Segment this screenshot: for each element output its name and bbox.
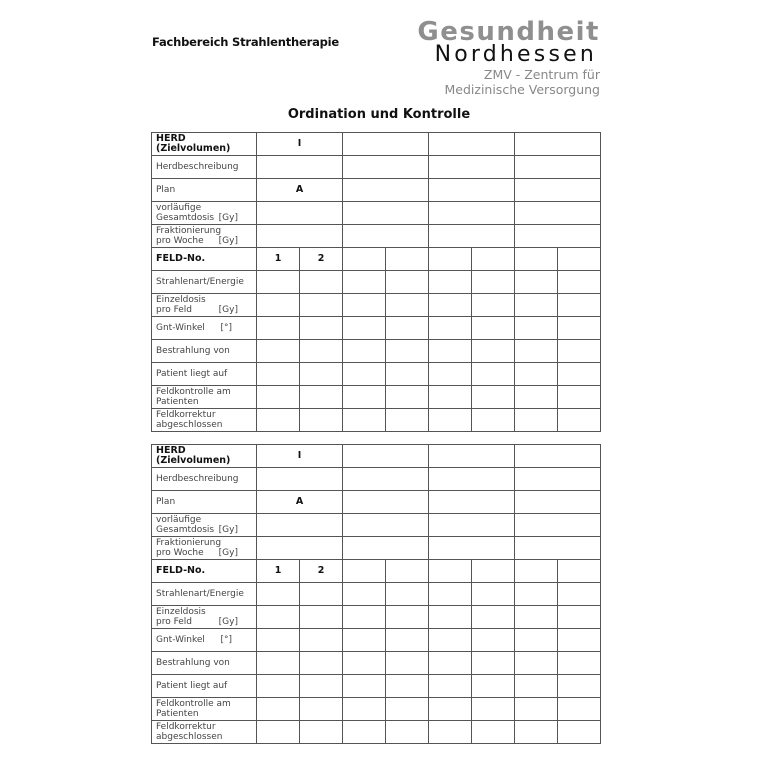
patient-liegt-label: Patient liegt auf (152, 675, 257, 698)
fraktionierung-label-line2: pro Woche (156, 548, 204, 558)
patient-liegt-cell[interactable] (472, 675, 515, 698)
table-row (152, 317, 601, 340)
feld-no-cell[interactable] (429, 560, 472, 583)
gnt-winkel-cell[interactable] (515, 629, 558, 652)
gnt-winkel-cell[interactable] (558, 629, 601, 652)
bestrahlung-cell[interactable] (558, 340, 601, 363)
feldkontrolle-cell[interactable] (472, 698, 515, 721)
bestrahlung-label: Bestrahlung von (152, 652, 257, 675)
plan-cell[interactable] (515, 179, 601, 202)
feld-no-cell[interactable] (558, 560, 601, 583)
feldkontrolle-cell[interactable] (429, 386, 472, 409)
feldkontrolle-cell[interactable] (343, 698, 386, 721)
strahlenart-cell[interactable] (300, 271, 343, 294)
fraktionierung-cell[interactable] (257, 537, 343, 560)
gesamtdosis-cell[interactable] (343, 514, 429, 537)
herdbeschreibung-cell[interactable] (429, 156, 515, 179)
feld-no-label: FELD-No. (152, 560, 257, 583)
gesamtdosis-label-line1: vorläufige (156, 515, 202, 525)
feldkorrektur-label (152, 409, 257, 432)
table-row (152, 340, 601, 363)
plan-cell[interactable] (343, 491, 429, 514)
fraktionierung-cell[interactable] (429, 225, 515, 248)
bestrahlung-cell[interactable] (300, 652, 343, 675)
einzeldosis-cell[interactable] (386, 294, 429, 317)
bestrahlung-cell[interactable] (472, 340, 515, 363)
gnt-winkel-cell[interactable] (343, 629, 386, 652)
fraktionierung-label (152, 225, 257, 248)
fraktionierung-cell[interactable] (515, 225, 601, 248)
gnt-winkel-label-text: Gnt-Winkel (156, 635, 205, 645)
einzeldosis-unit: [Gy] (218, 617, 238, 627)
gnt-winkel-cell[interactable] (472, 317, 515, 340)
strahlenart-cell[interactable] (386, 271, 429, 294)
fraktionierung-cell[interactable] (257, 225, 343, 248)
table-row (152, 294, 601, 317)
fraktionierung-label (152, 537, 257, 560)
feldkontrolle-cell[interactable] (558, 698, 601, 721)
feldkontrolle-cell[interactable] (386, 698, 429, 721)
einzeldosis-label-line1: Einzeldosis (156, 607, 206, 617)
gesamtdosis-cell[interactable] (429, 202, 515, 225)
strahlenart-cell[interactable] (343, 583, 386, 606)
einzeldosis-cell[interactable] (343, 294, 386, 317)
herdbeschreibung-cell[interactable] (429, 468, 515, 491)
patient-liegt-cell[interactable] (558, 675, 601, 698)
strahlenart-cell[interactable] (257, 271, 300, 294)
gnt-winkel-cell[interactable] (386, 317, 429, 340)
herd-cell[interactable]: I (257, 133, 343, 156)
feld-no-cell[interactable]: 1 (257, 560, 300, 583)
gnt-winkel-unit: [°] (220, 635, 232, 645)
table-row (152, 409, 601, 432)
feldkontrolle-cell[interactable] (343, 386, 386, 409)
gesamtdosis-cell[interactable] (257, 514, 343, 537)
einzeldosis-cell[interactable] (515, 606, 558, 629)
patient-liegt-cell[interactable] (515, 675, 558, 698)
bestrahlung-label: Bestrahlung von (152, 340, 257, 363)
gesamtdosis-unit: [Gy] (218, 525, 238, 535)
feldkorrektur-cell[interactable] (300, 409, 343, 432)
patient-liegt-cell[interactable] (386, 363, 429, 386)
strahlenart-cell[interactable] (343, 271, 386, 294)
feldkontrolle-cell[interactable] (257, 698, 300, 721)
table-row (152, 179, 601, 202)
feldkorrektur-cell[interactable] (515, 409, 558, 432)
gnt-winkel-cell[interactable] (343, 317, 386, 340)
gnt-winkel-cell[interactable] (300, 629, 343, 652)
table-row (152, 386, 601, 409)
einzeldosis-cell[interactable] (472, 294, 515, 317)
gnt-winkel-cell[interactable] (558, 317, 601, 340)
feldkontrolle-label-line1: Feldkontrolle am (156, 699, 231, 709)
einzeldosis-cell[interactable] (257, 294, 300, 317)
page-title-text: Ordination und Kontrolle (287, 107, 471, 122)
einzeldosis-label (152, 606, 257, 629)
einzeldosis-label-line2: pro Feld (156, 305, 193, 315)
feldkorrektur-label (152, 721, 257, 744)
feld-no-cell[interactable] (472, 560, 515, 583)
feldkontrolle-cell[interactable] (300, 386, 343, 409)
strahlenart-cell[interactable] (472, 583, 515, 606)
table-row (152, 491, 601, 514)
fraktionierung-label-line1: Fraktionierung (156, 226, 222, 236)
feldkontrolle-cell[interactable] (300, 698, 343, 721)
feldkorrektur-cell[interactable] (429, 409, 472, 432)
fraktionierung-label-line2: pro Woche (156, 236, 204, 246)
table-row (152, 133, 601, 156)
strahlenart-cell[interactable] (386, 583, 429, 606)
feld-no-label: FELD-No. (152, 248, 257, 271)
gnt-winkel-label-text: Gnt-Winkel (156, 323, 205, 333)
bestrahlung-cell[interactable] (515, 652, 558, 675)
herd-label: HERD (Zielvolumen) (152, 445, 257, 468)
bestrahlung-cell[interactable] (343, 652, 386, 675)
strahlenart-cell[interactable] (429, 271, 472, 294)
herdbeschreibung-cell[interactable] (257, 156, 343, 179)
bestrahlung-cell[interactable] (429, 340, 472, 363)
fraktionierung-unit: [Gy] (218, 236, 238, 246)
feld-no-cell[interactable] (515, 248, 558, 271)
table-row (152, 629, 601, 652)
table-row (152, 698, 601, 721)
table-row (152, 468, 601, 491)
feld-no-cell[interactable] (429, 248, 472, 271)
patient-liegt-cell[interactable] (300, 675, 343, 698)
herd-cell[interactable] (343, 445, 429, 468)
fraktionierung-cell[interactable] (343, 537, 429, 560)
gnt-winkel-cell[interactable] (429, 629, 472, 652)
einzeldosis-cell[interactable] (558, 606, 601, 629)
table-row (152, 583, 601, 606)
table-row (152, 271, 601, 294)
gnt-winkel-cell[interactable] (257, 629, 300, 652)
feld-no-cell[interactable] (386, 248, 429, 271)
table-row (152, 721, 601, 744)
feldkontrolle-cell[interactable] (257, 386, 300, 409)
patient-liegt-cell[interactable] (515, 363, 558, 386)
table-row (152, 363, 601, 386)
gnt-winkel-cell[interactable] (300, 317, 343, 340)
feldkorrektur-cell[interactable] (472, 721, 515, 744)
logo-line-3: ZMV - Zentrum für (483, 67, 600, 82)
table-row (152, 606, 601, 629)
bestrahlung-cell[interactable] (429, 652, 472, 675)
fraktionierung-cell[interactable] (429, 537, 515, 560)
plan-cell[interactable] (515, 491, 601, 514)
strahlenart-cell[interactable] (472, 271, 515, 294)
einzeldosis-unit: [Gy] (218, 305, 238, 315)
feldkorrektur-label-line2: abgeschlossen (156, 732, 223, 742)
feld-no-cell[interactable] (343, 248, 386, 271)
bestrahlung-cell[interactable] (386, 340, 429, 363)
strahlenart-cell[interactable] (300, 583, 343, 606)
patient-liegt-cell[interactable] (386, 675, 429, 698)
patient-liegt-cell[interactable] (472, 363, 515, 386)
gesamtdosis-cell[interactable] (515, 202, 601, 225)
feldkorrektur-cell[interactable] (515, 721, 558, 744)
feldkorrektur-cell[interactable] (429, 721, 472, 744)
gesamtdosis-label-line1: vorläufige (156, 203, 202, 213)
herd-cell[interactable] (429, 445, 515, 468)
patient-liegt-cell[interactable] (257, 363, 300, 386)
plan-label: Plan (152, 491, 257, 514)
table-row (152, 514, 601, 537)
strahlenart-cell[interactable] (515, 271, 558, 294)
table-row (152, 156, 601, 179)
table-row (152, 225, 601, 248)
bestrahlung-cell[interactable] (515, 340, 558, 363)
feldkontrolle-label-line2: Patienten (156, 709, 199, 719)
bestrahlung-cell[interactable] (300, 340, 343, 363)
gnt-winkel-cell[interactable] (515, 317, 558, 340)
feldkontrolle-label (152, 698, 257, 721)
strahlenart-cell[interactable] (257, 583, 300, 606)
bestrahlung-cell[interactable] (257, 340, 300, 363)
feldkorrektur-label-line2: abgeschlossen (156, 420, 223, 430)
feldkontrolle-cell[interactable] (515, 386, 558, 409)
fraktionierung-cell[interactable] (515, 537, 601, 560)
herd-cell[interactable] (343, 133, 429, 156)
patient-liegt-cell[interactable] (343, 363, 386, 386)
feld-no-cell[interactable] (558, 248, 601, 271)
gesamtdosis-cell[interactable] (257, 202, 343, 225)
plan-cell[interactable] (429, 179, 515, 202)
gnt-winkel-label (152, 317, 257, 340)
feldkontrolle-cell[interactable] (472, 386, 515, 409)
feldkorrektur-cell[interactable] (472, 409, 515, 432)
bestrahlung-cell[interactable] (558, 652, 601, 675)
bestrahlung-cell[interactable] (386, 652, 429, 675)
plan-cell[interactable]: A (257, 179, 343, 202)
herdbeschreibung-cell[interactable] (257, 468, 343, 491)
strahlenart-label: Strahlenart/Energie (152, 583, 257, 606)
logo-line-2: Nordhessen (434, 42, 597, 67)
table-row (152, 652, 601, 675)
table-row (152, 445, 601, 468)
feld-no-cell[interactable] (472, 248, 515, 271)
feldkontrolle-label (152, 386, 257, 409)
gnt-winkel-cell[interactable] (472, 629, 515, 652)
einzeldosis-cell[interactable] (300, 294, 343, 317)
einzeldosis-cell[interactable] (429, 294, 472, 317)
strahlenart-cell[interactable] (515, 583, 558, 606)
feldkontrolle-cell[interactable] (515, 698, 558, 721)
einzeldosis-cell[interactable] (300, 606, 343, 629)
gnt-winkel-cell[interactable] (429, 317, 472, 340)
feldkorrektur-cell[interactable] (300, 721, 343, 744)
gnt-winkel-cell[interactable] (257, 317, 300, 340)
feldkontrolle-cell[interactable] (558, 386, 601, 409)
herd-cell[interactable] (515, 133, 601, 156)
feldkontrolle-label-line1: Feldkontrolle am (156, 387, 231, 397)
patient-liegt-label: Patient liegt auf (152, 363, 257, 386)
plan-cell[interactable] (429, 491, 515, 514)
gesamtdosis-label-line2: Gesamtdosis (156, 213, 215, 223)
herd-cell[interactable] (429, 133, 515, 156)
gesamtdosis-cell[interactable] (515, 514, 601, 537)
strahlenart-label: Strahlenart/Energie (152, 271, 257, 294)
herdbeschreibung-cell[interactable] (343, 156, 429, 179)
table-row (152, 537, 601, 560)
patient-liegt-cell[interactable] (343, 675, 386, 698)
feldkorrektur-cell[interactable] (257, 721, 300, 744)
feldkorrektur-label-line1: Feldkorrektur (156, 722, 216, 732)
table-row (152, 248, 601, 271)
feldkorrektur-cell[interactable] (558, 721, 601, 744)
ordination-table-2 (151, 444, 601, 744)
herdbeschreibung-label: Herdbeschreibung (152, 156, 257, 179)
einzeldosis-label-line1: Einzeldosis (156, 295, 206, 305)
feldkorrektur-label-line1: Feldkorrektur (156, 410, 216, 420)
gesamtdosis-cell[interactable] (429, 514, 515, 537)
strahlenart-cell[interactable] (558, 271, 601, 294)
fraktionierung-cell[interactable] (343, 225, 429, 248)
gnt-winkel-label (152, 629, 257, 652)
herd-cell[interactable]: I (257, 445, 343, 468)
gesamtdosis-cell[interactable] (343, 202, 429, 225)
feld-no-cell[interactable]: 2 (300, 560, 343, 583)
feld-no-cell[interactable] (515, 560, 558, 583)
fraktionierung-unit: [Gy] (218, 548, 238, 558)
fraktionierung-label-line1: Fraktionierung (156, 538, 222, 548)
herd-label: HERD (Zielvolumen) (152, 133, 257, 156)
einzeldosis-cell[interactable] (429, 606, 472, 629)
plan-cell[interactable]: A (257, 491, 343, 514)
page-title (0, 107, 760, 122)
bestrahlung-cell[interactable] (257, 652, 300, 675)
feldkorrektur-cell[interactable] (343, 409, 386, 432)
feld-no-cell[interactable] (343, 560, 386, 583)
strahlenart-cell[interactable] (558, 583, 601, 606)
logo-line-1: Gesundheit (417, 17, 600, 47)
gnt-winkel-cell[interactable] (386, 629, 429, 652)
einzeldosis-cell[interactable] (257, 606, 300, 629)
plan-cell[interactable] (343, 179, 429, 202)
einzeldosis-cell[interactable] (386, 606, 429, 629)
herdbeschreibung-cell[interactable] (515, 468, 601, 491)
table-row (152, 675, 601, 698)
feld-no-cell[interactable]: 1 (257, 248, 300, 271)
herd-cell[interactable] (515, 445, 601, 468)
feld-no-cell[interactable]: 2 (300, 248, 343, 271)
logo-line-4: Medizinische Versorgung (444, 82, 600, 97)
feldkorrektur-cell[interactable] (343, 721, 386, 744)
feldkorrektur-cell[interactable] (558, 409, 601, 432)
einzeldosis-cell[interactable] (515, 294, 558, 317)
gesamtdosis-unit: [Gy] (218, 213, 238, 223)
strahlenart-cell[interactable] (429, 583, 472, 606)
table-row (152, 202, 601, 225)
herdbeschreibung-label: Herdbeschreibung (152, 468, 257, 491)
herdbeschreibung-cell[interactable] (343, 468, 429, 491)
gesamtdosis-label-line2: Gesamtdosis (156, 525, 215, 535)
feldkontrolle-cell[interactable] (386, 386, 429, 409)
herdbeschreibung-cell[interactable] (515, 156, 601, 179)
bestrahlung-cell[interactable] (343, 340, 386, 363)
plan-label: Plan (152, 179, 257, 202)
gesamtdosis-label (152, 202, 257, 225)
feldkontrolle-label-line2: Patienten (156, 397, 199, 407)
patient-liegt-cell[interactable] (429, 675, 472, 698)
table-row (152, 560, 601, 583)
feldkontrolle-cell[interactable] (429, 698, 472, 721)
margin-note (131, 712, 139, 746)
feldkorrektur-cell[interactable] (386, 409, 429, 432)
patient-liegt-cell[interactable] (300, 363, 343, 386)
ordination-table-1 (151, 132, 601, 432)
einzeldosis-cell[interactable] (558, 294, 601, 317)
bestrahlung-cell[interactable] (472, 652, 515, 675)
einzeldosis-cell[interactable] (343, 606, 386, 629)
feld-no-cell[interactable] (386, 560, 429, 583)
patient-liegt-cell[interactable] (257, 675, 300, 698)
feldkorrektur-cell[interactable] (257, 409, 300, 432)
einzeldosis-label-line2: pro Feld (156, 617, 193, 627)
gesamtdosis-label (152, 514, 257, 537)
gnt-winkel-unit: [°] (220, 323, 232, 333)
patient-liegt-cell[interactable] (429, 363, 472, 386)
einzeldosis-label (152, 294, 257, 317)
patient-liegt-cell[interactable] (558, 363, 601, 386)
department-label: Fachbereich Strahlentherapie (152, 35, 340, 49)
einzeldosis-cell[interactable] (472, 606, 515, 629)
feldkorrektur-cell[interactable] (386, 721, 429, 744)
